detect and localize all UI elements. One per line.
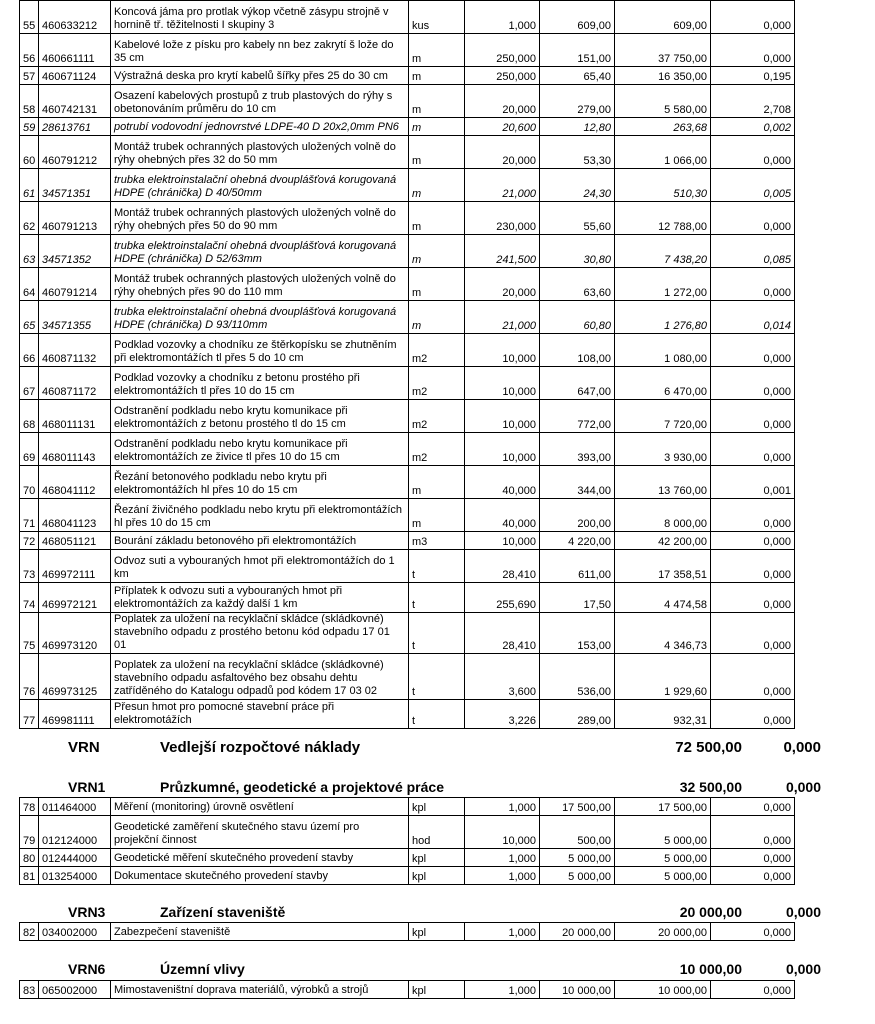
weight: 0,000 [711, 433, 795, 466]
unit: m [409, 169, 465, 202]
item-code: 460742131 [39, 85, 111, 118]
row-number: 71 [20, 499, 39, 532]
item-description: Poplatek za uložení na recyklační skládce (skládkovné) stavebního odpadu asfaltového bez obsahu dehtu zatříděného do Katalogu odpadů pod kódem 17 03 02 [111, 654, 409, 700]
unit: m2 [409, 367, 465, 400]
quantity: 3,226 [465, 700, 540, 729]
unit-price: 17 500,00 [540, 798, 615, 816]
table-row [20, 202, 795, 235]
weight: 0,000 [711, 550, 795, 583]
table-row [20, 367, 795, 400]
weight: 0,000 [711, 334, 795, 367]
total-price: 5 000,00 [615, 867, 711, 885]
row-number: 75 [20, 613, 39, 654]
section-total-vrn3: 20 000,00 [679, 904, 742, 920]
quantity: 10,000 [465, 532, 540, 550]
section-title-vrn3: Zařízení staveniště [160, 904, 286, 920]
unit: m [409, 268, 465, 301]
table-row [20, 700, 795, 729]
row-number: 57 [20, 67, 39, 85]
unit-price: 30,80 [540, 235, 615, 268]
total-price: 8 000,00 [615, 499, 711, 532]
total-price: 1 272,00 [615, 268, 711, 301]
table-row [20, 798, 795, 816]
unit: t [409, 700, 465, 729]
weight: 0,005 [711, 169, 795, 202]
row-number: 74 [20, 583, 39, 613]
item-description: Výstražná deska pro krytí kabelů šířky přes 25 do 30 cm [111, 67, 409, 85]
row-number: 78 [20, 798, 39, 816]
quantity: 21,000 [465, 169, 540, 202]
item-description: trubka elektroinstalační ohebná dvouplášťová korugovaná HDPE (chránička) D 40/50mm [111, 169, 409, 202]
item-description: Bourání základu betonového při elektromontážích [111, 532, 409, 550]
item-description: Dokumentace skutečného provedení stavby [111, 867, 409, 885]
item-description: Geodetické zaměření skutečného stavu území pro projekční činnost [111, 816, 409, 849]
unit: m [409, 136, 465, 169]
quantity: 250,000 [465, 34, 540, 67]
item-code: 011464000 [39, 798, 111, 816]
item-description: Montáž trubek ochranných plastových uložených volně do rýhy ohebných přes 50 do 90 mm [111, 202, 409, 235]
total-price: 4 346,73 [615, 613, 711, 654]
item-code: 460871132 [39, 334, 111, 367]
unit: m [409, 85, 465, 118]
unit: t [409, 613, 465, 654]
row-number: 77 [20, 700, 39, 729]
weight: 0,000 [711, 136, 795, 169]
unit: m2 [409, 400, 465, 433]
items-table-vrn3 [19, 922, 795, 941]
item-code: 34571351 [39, 169, 111, 202]
item-code: 468051121 [39, 532, 111, 550]
weight: 0,002 [711, 118, 795, 136]
table-row [20, 981, 795, 999]
unit: kpl [409, 923, 465, 941]
item-code: 013254000 [39, 867, 111, 885]
weight: 0,000 [711, 816, 795, 849]
weight: 0,195 [711, 67, 795, 85]
row-number: 80 [20, 849, 39, 867]
unit-price: 5 000,00 [540, 849, 615, 867]
item-code: 012124000 [39, 816, 111, 849]
quantity: 20,600 [465, 118, 540, 136]
quantity: 10,000 [465, 400, 540, 433]
item-description: Odstranění podkladu nebo krytu komunikace při elektromontážích ze živice tl přes 10 do 15 cm [111, 433, 409, 466]
row-number: 64 [20, 268, 39, 301]
unit-price: 344,00 [540, 466, 615, 499]
unit: m2 [409, 433, 465, 466]
unit-price: 65,40 [540, 67, 615, 85]
unit-price: 772,00 [540, 400, 615, 433]
row-number: 79 [20, 816, 39, 849]
section-total-vrn6: 10 000,00 [679, 961, 742, 977]
item-code: 468011131 [39, 400, 111, 433]
table-row [20, 85, 795, 118]
unit: m [409, 67, 465, 85]
unit-price: 609,00 [540, 1, 615, 34]
table-row [20, 816, 795, 849]
row-number: 60 [20, 136, 39, 169]
quantity: 28,410 [465, 550, 540, 583]
table-row [20, 1, 795, 34]
unit-price: 63,60 [540, 268, 615, 301]
item-code: 469972111 [39, 550, 111, 583]
total-price: 510,30 [615, 169, 711, 202]
table-row [20, 550, 795, 583]
unit-price: 60,80 [540, 301, 615, 334]
unit: t [409, 550, 465, 583]
total-price: 263,68 [615, 118, 711, 136]
weight: 0,000 [711, 268, 795, 301]
unit: m2 [409, 334, 465, 367]
unit: kpl [409, 849, 465, 867]
table-row [20, 67, 795, 85]
quantity: 10,000 [465, 816, 540, 849]
table-row [20, 583, 795, 613]
item-description: Osazení kabelových prostupů z trub plastových do rýhy s obetonováním průměru do 10 cm [111, 85, 409, 118]
total-price: 609,00 [615, 1, 711, 34]
table-row [20, 301, 795, 334]
table-row [20, 268, 795, 301]
total-price: 13 760,00 [615, 466, 711, 499]
weight: 0,000 [711, 867, 795, 885]
total-price: 1 276,80 [615, 301, 711, 334]
unit: m [409, 235, 465, 268]
item-description: Montáž trubek ochranných plastových uložených volně do rýhy ohebných přes 90 do 110 mm [111, 268, 409, 301]
table-row [20, 118, 795, 136]
section-code-vrn3: VRN3 [68, 904, 106, 920]
item-code: 468011143 [39, 433, 111, 466]
unit: t [409, 583, 465, 613]
total-price: 7 720,00 [615, 400, 711, 433]
item-code: 460791214 [39, 268, 111, 301]
total-price: 4 474,58 [615, 583, 711, 613]
weight: 0,000 [711, 532, 795, 550]
item-code: 460871172 [39, 367, 111, 400]
total-price: 42 200,00 [615, 532, 711, 550]
item-code: 468041123 [39, 499, 111, 532]
weight: 0,001 [711, 466, 795, 499]
table-row [20, 235, 795, 268]
total-price: 5 000,00 [615, 849, 711, 867]
total-price: 12 788,00 [615, 202, 711, 235]
row-number: 59 [20, 118, 39, 136]
total-price: 5 000,00 [615, 816, 711, 849]
item-code: 34571355 [39, 301, 111, 334]
weight: 0,000 [711, 798, 795, 816]
table-row [20, 654, 795, 700]
table-row [20, 532, 795, 550]
item-code: 469981111 [39, 700, 111, 729]
unit-price: 153,00 [540, 613, 615, 654]
section-total-vrn: 72 500,00 [675, 739, 742, 756]
unit-price: 10 000,00 [540, 981, 615, 999]
unit-price: 17,50 [540, 583, 615, 613]
item-description: potrubí vodovodní jednovrstvé LDPE-40 D 20x2,0mm PN6 [111, 118, 409, 136]
section-weight-vrn3: 0,000 [785, 904, 821, 920]
section-title-vrn1: Průzkumné, geodetické a projektové práce [160, 779, 444, 795]
unit-price: 279,00 [540, 85, 615, 118]
quantity: 40,000 [465, 499, 540, 532]
row-number: 61 [20, 169, 39, 202]
item-description: Geodetické měření skutečného provedení stavby [111, 849, 409, 867]
row-number: 58 [20, 85, 39, 118]
item-code: 012444000 [39, 849, 111, 867]
section-total-vrn1: 32 500,00 [679, 779, 742, 795]
item-description: Řezání živičného podkladu nebo krytu při elektromontážích hl přes 10 do 15 cm [111, 499, 409, 532]
row-number: 63 [20, 235, 39, 268]
unit-price: 55,60 [540, 202, 615, 235]
weight: 0,000 [711, 367, 795, 400]
quantity: 10,000 [465, 367, 540, 400]
unit-price: 500,00 [540, 816, 615, 849]
section-code-vrn1: VRN1 [68, 779, 106, 795]
quantity: 1,000 [465, 867, 540, 885]
weight: 2,708 [711, 85, 795, 118]
unit: kpl [409, 981, 465, 999]
row-number: 68 [20, 400, 39, 433]
quantity: 1,000 [465, 981, 540, 999]
table-row [20, 867, 795, 885]
unit-price: 611,00 [540, 550, 615, 583]
table-row [20, 400, 795, 433]
section-code-vrn: VRN [68, 739, 100, 756]
row-number: 62 [20, 202, 39, 235]
unit: m [409, 499, 465, 532]
items-table-vrn6 [19, 980, 795, 999]
table-row [20, 34, 795, 67]
row-number: 76 [20, 654, 39, 700]
quantity: 10,000 [465, 334, 540, 367]
weight: 0,085 [711, 235, 795, 268]
row-number: 56 [20, 34, 39, 67]
unit-price: 12,80 [540, 118, 615, 136]
unit-price: 536,00 [540, 654, 615, 700]
item-code: 460671124 [39, 67, 111, 85]
row-number: 69 [20, 433, 39, 466]
table-row [20, 466, 795, 499]
row-number: 72 [20, 532, 39, 550]
unit-price: 200,00 [540, 499, 615, 532]
quantity: 241,500 [465, 235, 540, 268]
item-description: Odstranění podkladu nebo krytu komunikace při elektromontážích z betonu prostého tl do 15 cm [111, 400, 409, 433]
item-description: trubka elektroinstalační ohebná dvouplášťová korugovaná HDPE (chránička) D 93/110mm [111, 301, 409, 334]
weight: 0,000 [711, 700, 795, 729]
unit: kpl [409, 867, 465, 885]
quantity: 250,000 [465, 67, 540, 85]
item-code: 468041112 [39, 466, 111, 499]
quantity: 20,000 [465, 268, 540, 301]
row-number: 65 [20, 301, 39, 334]
section-weight-vrn1: 0,000 [785, 779, 821, 795]
total-price: 17 500,00 [615, 798, 711, 816]
items-table-main [19, 0, 795, 729]
item-description: Podklad vozovky a chodníku z betonu prostého při elektromontážích tl přes 10 do 15 cm [111, 367, 409, 400]
total-price: 10 000,00 [615, 981, 711, 999]
unit: m [409, 118, 465, 136]
unit-price: 4 220,00 [540, 532, 615, 550]
table-row [20, 334, 795, 367]
weight: 0,014 [711, 301, 795, 334]
unit-price: 20 000,00 [540, 923, 615, 941]
weight: 0,000 [711, 613, 795, 654]
item-description: Koncová jáma pro protlak výkop včetně zásypu strojně v horninĕ tř. těžitelnosti I skupiny 3 [111, 1, 409, 34]
item-description: Podklad vozovky a chodníku ze štěrkopísku se zhutněním při elektromontážích tl přes 5 do 10 cm [111, 334, 409, 367]
unit: kus [409, 1, 465, 34]
section-code-vrn6: VRN6 [68, 961, 106, 977]
table-row [20, 136, 795, 169]
row-number: 73 [20, 550, 39, 583]
item-description: Poplatek za uložení na recyklační skládce (skládkovné) stavebního odpadu z prostého betonu kód odpadu 17 01 01 [111, 613, 409, 654]
weight: 0,000 [711, 499, 795, 532]
total-price: 37 750,00 [615, 34, 711, 67]
items-table-vrn1 [19, 797, 795, 885]
item-code: 460661111 [39, 34, 111, 67]
row-number: 83 [20, 981, 39, 999]
unit-price: 647,00 [540, 367, 615, 400]
item-code: 460791212 [39, 136, 111, 169]
item-description: Mimostaveništní doprava materiálů, výrobků a strojů [111, 981, 409, 999]
unit: m [409, 202, 465, 235]
item-description: Kabelové lože z písku pro kabely nn bez zakrytí š lože do 35 cm [111, 34, 409, 67]
quantity: 28,410 [465, 613, 540, 654]
item-description: Přesun hmot pro pomocné stavební práce při elektromotážích [111, 700, 409, 729]
total-price: 7 438,20 [615, 235, 711, 268]
unit: hod [409, 816, 465, 849]
total-price: 5 580,00 [615, 85, 711, 118]
weight: 0,000 [711, 202, 795, 235]
section-weight-vrn: 0,000 [783, 739, 821, 756]
row-number: 81 [20, 867, 39, 885]
weight: 0,000 [711, 981, 795, 999]
total-price: 932,31 [615, 700, 711, 729]
row-number: 82 [20, 923, 39, 941]
quantity: 1,000 [465, 798, 540, 816]
table-row [20, 923, 795, 941]
unit-price: 53,30 [540, 136, 615, 169]
total-price: 1 066,00 [615, 136, 711, 169]
table-row [20, 613, 795, 654]
section-title-vrn6: Územní vlivy [160, 961, 245, 977]
table-row [20, 499, 795, 532]
table-row [20, 169, 795, 202]
row-number: 67 [20, 367, 39, 400]
unit-price: 24,30 [540, 169, 615, 202]
total-price: 1 929,60 [615, 654, 711, 700]
unit: t [409, 654, 465, 700]
row-number: 66 [20, 334, 39, 367]
item-code: 065002000 [39, 981, 111, 999]
section-weight-vrn6: 0,000 [785, 961, 821, 977]
total-price: 1 080,00 [615, 334, 711, 367]
unit-price: 5 000,00 [540, 867, 615, 885]
item-code: 34571352 [39, 235, 111, 268]
total-price: 6 470,00 [615, 367, 711, 400]
quantity: 255,690 [465, 583, 540, 613]
weight: 0,000 [711, 1, 795, 34]
unit-price: 151,00 [540, 34, 615, 67]
unit-price: 289,00 [540, 700, 615, 729]
table-row [20, 849, 795, 867]
item-code: 034002000 [39, 923, 111, 941]
item-description: Měření (monitoring) úrovně osvětlení [111, 798, 409, 816]
item-description: trubka elektroinstalační ohebná dvouplášťová korugovaná HDPE (chránička) D 52/63mm [111, 235, 409, 268]
quantity: 20,000 [465, 136, 540, 169]
item-code: 460791213 [39, 202, 111, 235]
item-description: Zabezpečení staveniště [111, 923, 409, 941]
weight: 0,000 [711, 849, 795, 867]
weight: 0,000 [711, 34, 795, 67]
table-row [20, 433, 795, 466]
total-price: 20 000,00 [615, 923, 711, 941]
quantity: 40,000 [465, 466, 540, 499]
row-number: 55 [20, 1, 39, 34]
weight: 0,000 [711, 583, 795, 613]
quantity: 230,000 [465, 202, 540, 235]
unit: kpl [409, 798, 465, 816]
quantity: 1,000 [465, 923, 540, 941]
section-title-vrn: Vedlejší rozpočtové náklady [160, 739, 361, 756]
quantity: 1,000 [465, 849, 540, 867]
item-code: 28613761 [39, 118, 111, 136]
total-price: 3 930,00 [615, 433, 711, 466]
unit: m [409, 34, 465, 67]
total-price: 16 350,00 [615, 67, 711, 85]
unit-price: 108,00 [540, 334, 615, 367]
total-price: 17 358,51 [615, 550, 711, 583]
item-code: 469973125 [39, 654, 111, 700]
row-number: 70 [20, 466, 39, 499]
quantity: 21,000 [465, 301, 540, 334]
quantity: 3,600 [465, 654, 540, 700]
weight: 0,000 [711, 654, 795, 700]
unit: m [409, 466, 465, 499]
item-description: Montáž trubek ochranných plastových uložených volně do rýhy ohebných přes 32 do 50 mm [111, 136, 409, 169]
unit-price: 393,00 [540, 433, 615, 466]
quantity: 1,000 [465, 1, 540, 34]
unit: m3 [409, 532, 465, 550]
item-code: 460633212 [39, 1, 111, 34]
item-description: Řezání betonového podkladu nebo krytu při elektromontážích hl přes 10 do 15 cm [111, 466, 409, 499]
quantity: 20,000 [465, 85, 540, 118]
item-code: 469972121 [39, 583, 111, 613]
item-description: Odvoz suti a vybouraných hmot při elektromontážích do 1 km [111, 550, 409, 583]
item-description: Příplatek k odvozu suti a vybouraných hmot při elektromontážích za každý další 1 km [111, 583, 409, 613]
item-code: 469973120 [39, 613, 111, 654]
quantity: 10,000 [465, 433, 540, 466]
weight: 0,000 [711, 400, 795, 433]
weight: 0,000 [711, 923, 795, 941]
unit: m [409, 301, 465, 334]
